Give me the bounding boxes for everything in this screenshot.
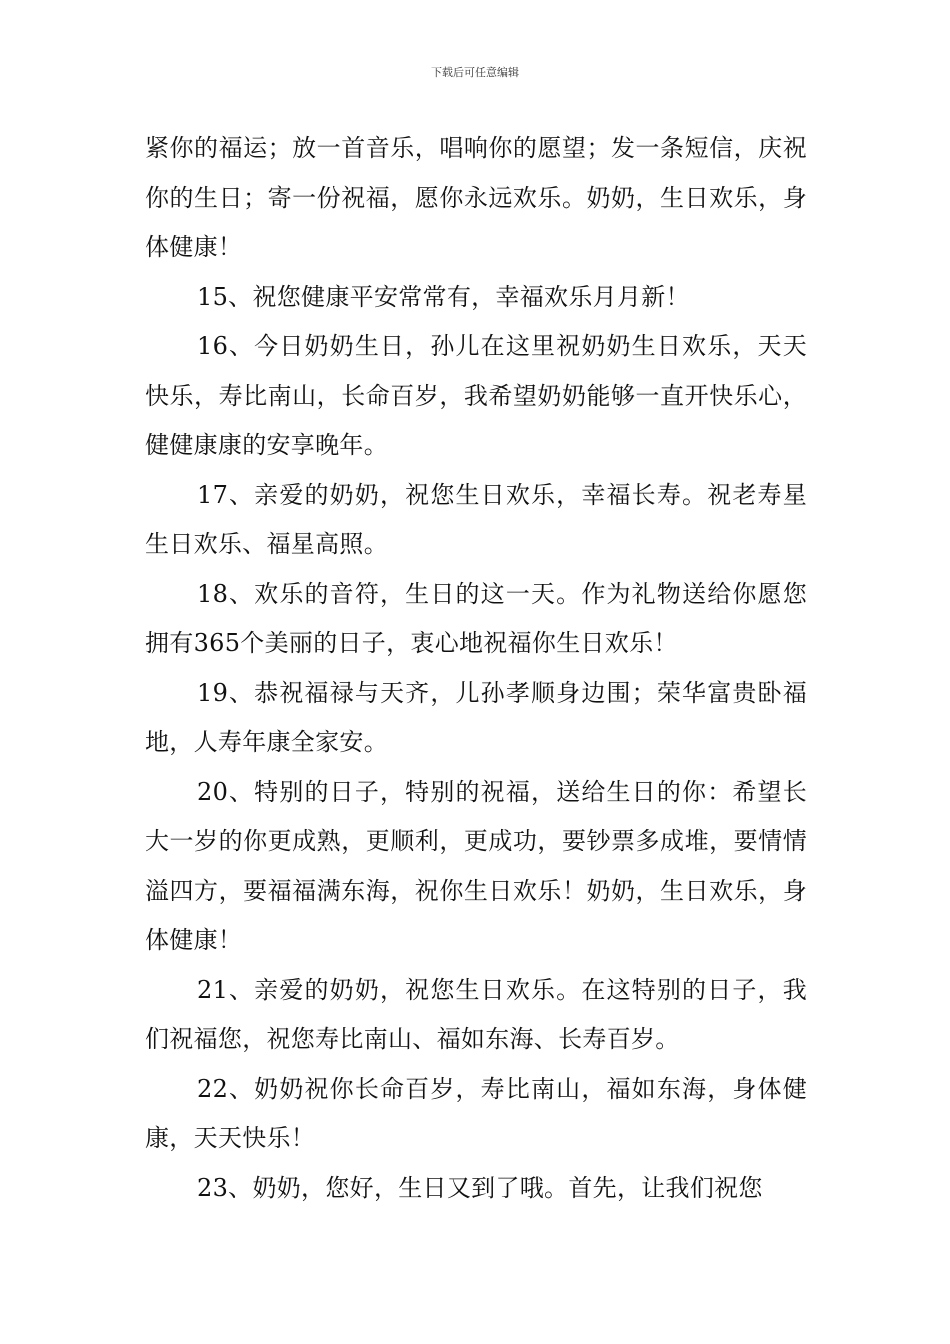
page-header: 下载后可任意编辑 (431, 66, 519, 79)
paragraph-item-22: 22、奶奶祝你长命百岁，寿比南山，福如东海，身体健康，天天快乐！ (145, 1074, 807, 1152)
paragraph-continuation: 紧你的福运；放一首音乐，唱响你的愿望；发一条短信，庆祝你的生日；寄一份祝福，愿你永远欢乐。奶奶，生日欢乐，身体健康！ (145, 134, 807, 261)
paragraph-item-20: 20、特别的日子，特别的祝福，送给生日的你：希望长大一岁的你更成熟，更顺利，更成功，要钞票多成堆，要情情溢四方，要福福满东海，祝你生日欢乐！奶奶，生日欢乐，身体健康！ (145, 777, 807, 954)
paragraph-item-17: 17、亲爱的奶奶，祝您生日欢乐，幸福长寿。祝老寿星生日欢乐、福星高照。 (145, 480, 807, 558)
document-body (145, 124, 807, 1213)
paragraph-item-15: 15、祝您健康平安常常有，幸福欢乐月月新！ (197, 282, 690, 311)
paragraph-item-19: 19、恭祝福禄与天齐，儿孙孝顺身边围；荣华富贵卧福地，人寿年康全家安。 (145, 678, 807, 756)
paragraph-item-21: 21、亲爱的奶奶，祝您生日欢乐。在这特别的日子，我们祝福您，祝您寿比南山、福如东海、长寿百岁。 (145, 975, 807, 1053)
paragraph-item-23: 23、奶奶，您好，生日又到了哦。首先，让我们祝您 (197, 1173, 763, 1202)
paragraph-item-18: 18、欢乐的音符，生日的这一天。作为礼物送给你愿您拥有365个美丽的日子，衷心地祝福你生日欢乐！ (145, 579, 807, 657)
paragraph-item-16: 16、今日奶奶生日，孙儿在这里祝奶奶生日欢乐，天天快乐，寿比南山，长命百岁，我希望奶奶能够一直开快乐心，健健康康的安享晚年。 (145, 332, 807, 459)
